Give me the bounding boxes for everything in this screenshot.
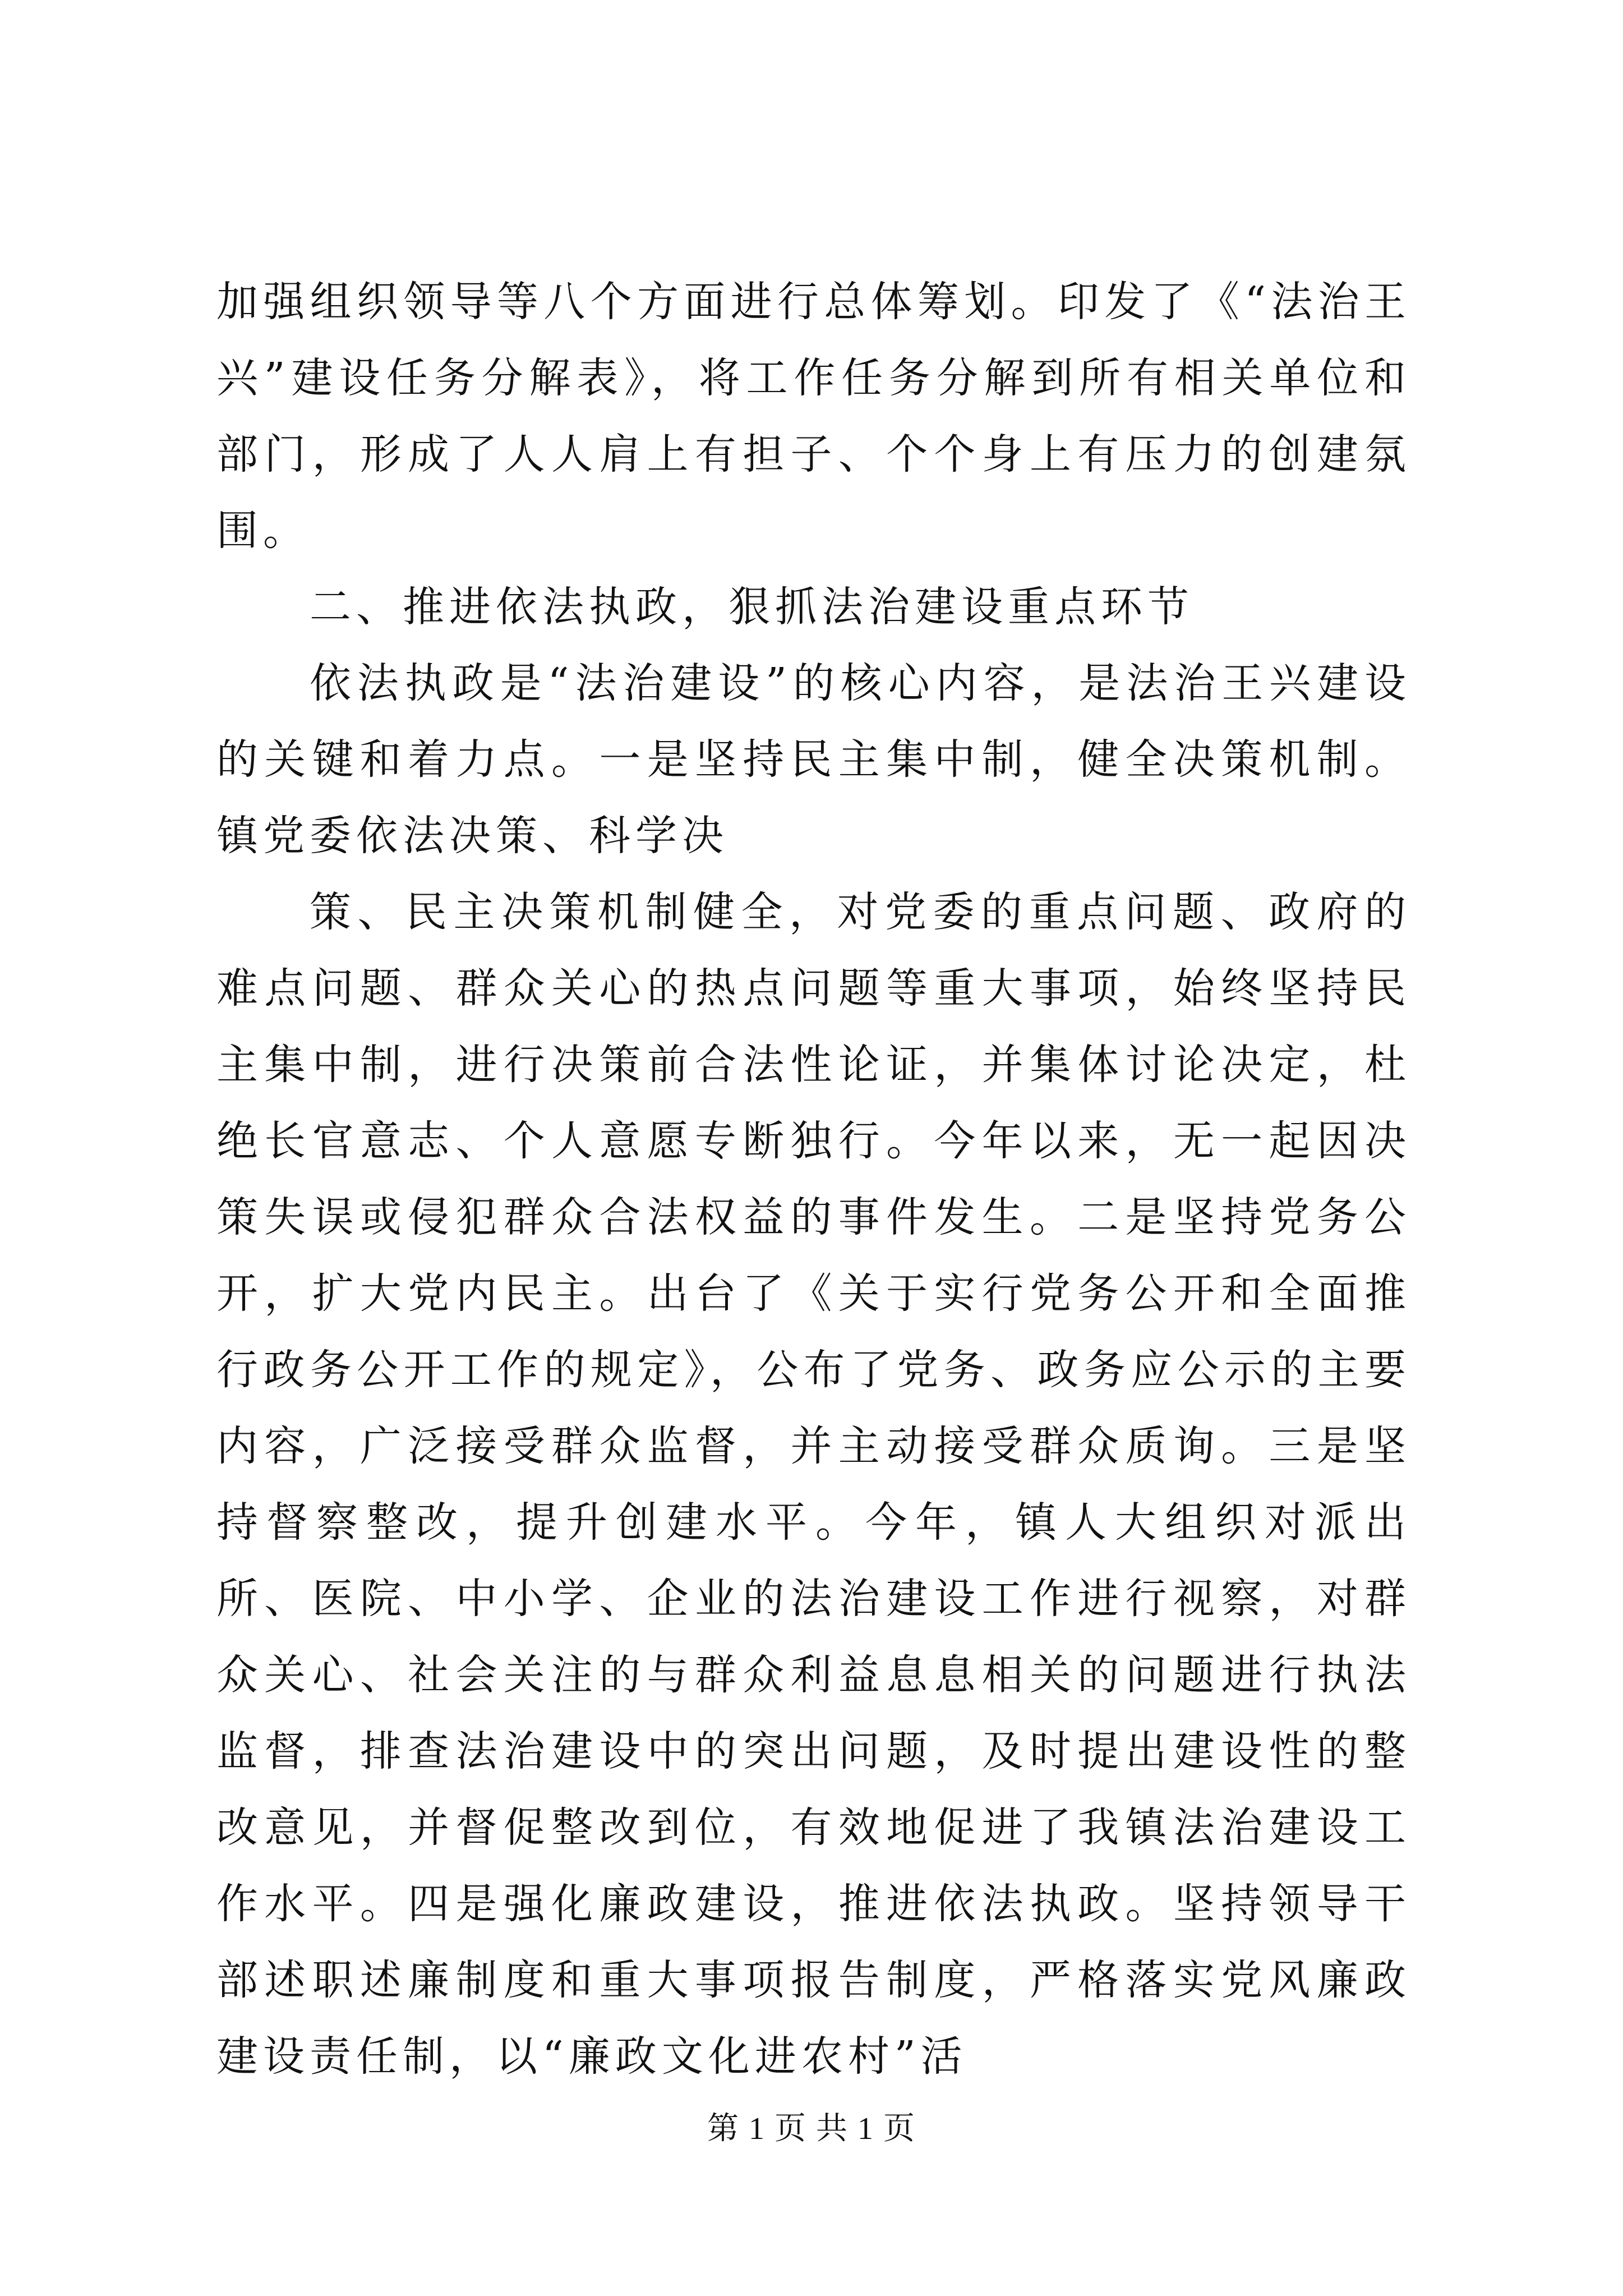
paragraph: 加强组织领导等八个方面进行总体筹划。印发了《“法治王兴”建设任务分解表》，将工作任务分解到所有相关单位和部门，形成了人人肩上有担子、个个身上有压力的创建氛围。 [216, 278, 1411, 555]
paragraph: 依法执政是“法治建设”的核心内容，是法治王兴建设的关键和着力点。一是坚持民主集中制，健全决策机制。镇党委依法决策、科学决 [216, 659, 1411, 860]
page-footer: 第 1 页 共 1 页 [707, 2111, 916, 2146]
document-body [216, 264, 1411, 2095]
section-heading: 二、推进依法执政，狠抓法治建设重点环节 [310, 583, 1194, 631]
paragraph: 策、民主决策机制健全，对党委的重点问题、政府的难点问题、群众关心的热点问题等重大事项，始终坚持民主集中制，进行决策前合法性论证，并集体讨论决定，杜绝长官意志、个人意愿专断独行。今年以来，无一起因决策失误或侵犯群众合法权益的事件发生。二是坚持党务公开，扩大党内民主。出台了《关于实行党务公开和全面推行政务公开工作的规定》，公布了党务、政务应公示的主要内容，广泛接受群众监督，并主动接受群众质询。三是坚持督察整改，提升创建水平。今年，镇人大组织对派出所、医院、中小学、企业的法治建设工作进行视察，对群众关心、社会关注的与群众利益息息相关的问题进行执法监督，排查法治建设中的突出问题，及时提出建设性的整改意见，并督促整改到位，有效地促进了我镇法治建设工作水平。四是强化廉政建设，推进依法执政。坚持领导干部述职述廉制度和重大事项报告制度，严格落实党风廉政建设责任制，以“廉政文化进农村”活 [216, 888, 1411, 2081]
